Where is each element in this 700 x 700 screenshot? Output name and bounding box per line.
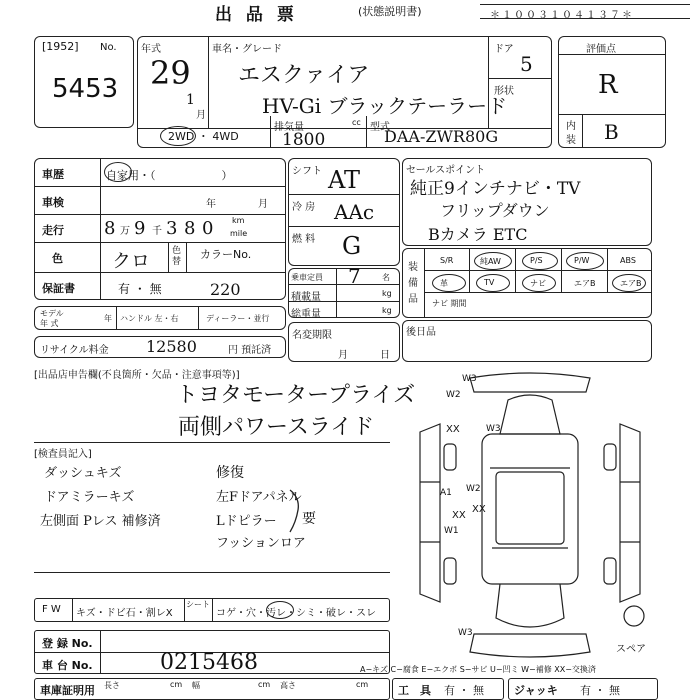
- month-value: 1: [186, 92, 195, 108]
- handle-label: ハンドル 左・右: [120, 314, 179, 323]
- shift-value: AT: [328, 166, 361, 194]
- aircon-value: AAc: [334, 200, 375, 224]
- mileage-unit-km: km: [232, 216, 245, 225]
- inspector-bracket-note: 要: [302, 511, 316, 527]
- equip-genuine-aw: 純AW: [480, 257, 501, 266]
- damage-key-legend: A−キズ C−腐食 E−エクボ S−サビ U−凹ミ W−補修 XX−交換済: [360, 665, 596, 674]
- mileage-unit-mile: mile: [230, 229, 248, 238]
- garage-cert-width: 幅: [192, 681, 200, 690]
- form-subtitle: (状態説明書): [358, 5, 422, 18]
- tools-choice: 有 ・ 無: [444, 684, 484, 697]
- sales-point-1: 純正9インチナビ・TV: [410, 179, 581, 199]
- capacity-label: 乗車定員: [291, 273, 323, 282]
- fw-label: F W: [42, 604, 61, 615]
- damage-mark-w3-roof: W3: [486, 424, 501, 434]
- inspector-left-2: ドアミラーキズ: [44, 490, 135, 505]
- reg-no-label: 登 録 No.: [42, 637, 93, 650]
- seat-items: コゲ・穴・汚レ・シミ・破レ・スレ: [216, 608, 376, 619]
- name-change-label: 名変期限: [292, 330, 332, 341]
- shape-label: 形状: [494, 86, 514, 97]
- model-code-value: DAA-ZWR80G: [384, 127, 499, 146]
- damage-mark-xx-3: XX: [472, 504, 486, 515]
- damage-mark-a1: A1: [440, 488, 452, 498]
- warranty-label: 保証書: [42, 282, 75, 295]
- mileage-digit-2: 9: [134, 218, 146, 239]
- recycle-label: リサイクル料金: [40, 345, 109, 356]
- interior-label-2: 装: [566, 135, 576, 146]
- sales-point-2: フリップダウン: [440, 201, 550, 220]
- inspector-label: [検査員記入]: [34, 449, 92, 460]
- damage-mark-w3-bottom: W3: [458, 628, 473, 638]
- equip-tv: TV: [484, 278, 495, 287]
- model-label-1: モデル: [40, 309, 64, 318]
- nenshiki-label: 年式: [141, 44, 161, 55]
- mileage-man: 万: [120, 226, 130, 237]
- equip-ps: P/S: [530, 256, 543, 265]
- recycle-value: 12580: [146, 337, 197, 356]
- recycle-unit: 円 預託済: [228, 345, 272, 356]
- inspector-right-2: 左Fドアパネル: [216, 490, 302, 505]
- model-label-2: 年 式: [40, 319, 59, 328]
- damage-mark-w2-front: W2: [446, 390, 461, 400]
- damage-mark-xx-2: XX: [452, 510, 466, 521]
- lot-year-tag: [1952]: [42, 40, 79, 53]
- gross-unit: kg: [382, 306, 392, 315]
- equip-mark-2: [522, 252, 558, 270]
- inspection-year: 年: [206, 199, 216, 210]
- month-unit: 月: [196, 110, 206, 121]
- equip-airbag-2: エアB: [620, 279, 642, 288]
- garage-cert-label: 車庫証明用: [40, 684, 95, 697]
- garage-cert-height: 高さ: [280, 681, 296, 690]
- history-text: 自家用・（ ）: [106, 169, 233, 182]
- mileage-digit-5: 0: [202, 218, 214, 239]
- door-value: 5: [520, 52, 533, 76]
- later-items-box: [402, 320, 652, 362]
- equip-leather: 革: [440, 279, 448, 288]
- door-label: ドア: [494, 44, 514, 55]
- name-change-day: 日: [380, 350, 390, 361]
- declaration-line-1: トヨタモータープライズ: [176, 383, 416, 408]
- aircon-label: 冷 房: [292, 202, 316, 213]
- sales-points-label: セールスポイント: [406, 165, 486, 176]
- damage-mark-w3-top: W3: [462, 374, 477, 384]
- evaluation-label: 評価点: [586, 44, 616, 55]
- name-change-month: 月: [338, 350, 348, 361]
- equip-airbag: エアB: [574, 279, 596, 288]
- displacement-label: 排気量: [274, 122, 304, 133]
- mileage-digit-1: 8: [104, 218, 116, 239]
- form-title: 出 品 票: [215, 5, 298, 25]
- mileage-digit-4: 8: [184, 218, 196, 239]
- shift-label: シフト: [292, 166, 322, 177]
- equip-mark-7: [612, 274, 646, 292]
- interior-label-1: 内: [566, 121, 576, 132]
- equip-mark-1: [474, 252, 512, 270]
- equip-mark-6: [522, 274, 556, 292]
- mileage-digit-3: 3: [166, 218, 178, 239]
- warranty-choice: 有 ・ 無: [118, 282, 162, 296]
- lot-no-label: No.: [100, 42, 117, 53]
- garage-cert-unit-1: cm: [170, 680, 183, 689]
- private-use-circle: [104, 162, 132, 182]
- car-name-value: エスクァイア: [238, 63, 370, 88]
- capacity-value: 7: [348, 264, 361, 288]
- color-value: クロ: [112, 250, 151, 272]
- chassis-no-value: 0215468: [160, 650, 258, 675]
- car-damage-diagram: [400, 372, 662, 664]
- car-grade-value: HV-Gi ブラックテーラード: [262, 94, 508, 118]
- fuel-value: G: [342, 232, 362, 260]
- drive-circle-mark: [160, 126, 196, 146]
- color-no-value: 220: [210, 280, 241, 299]
- equip-navi: ナビ: [530, 279, 546, 288]
- damage-mark-w1: W1: [444, 526, 459, 536]
- serial-number: ＊１００３１０４１３７＊: [490, 10, 634, 21]
- sales-point-3: Bカメラ ETC: [428, 225, 528, 244]
- spare-label: スペア: [616, 644, 646, 655]
- chassis-no-label: 車 台 No.: [42, 659, 93, 672]
- mileage-sen: 千: [152, 226, 162, 237]
- gross-label: 総重量: [291, 309, 321, 320]
- equipment-label-1: 装: [408, 262, 418, 273]
- inspector-right-1: 修復: [216, 465, 244, 481]
- declaration-label: [出品店申告欄(不良箇所・欠品・注意事項等)]: [34, 370, 240, 381]
- load-label: 積載量: [291, 292, 321, 303]
- model-year-suffix: 年: [104, 314, 112, 323]
- mileage-label: 走行: [42, 224, 64, 237]
- capacity-unit: 名: [382, 273, 390, 282]
- inspector-bracket: [288, 488, 304, 534]
- inspection-label: 車検: [42, 196, 64, 209]
- equipment-label-2: 備: [408, 278, 418, 289]
- equip-mark-3: [566, 252, 604, 270]
- equip-abs: ABS: [620, 256, 636, 265]
- later-items-label: 後日品: [406, 327, 436, 338]
- inspector-right-3: Lドピラー: [216, 514, 277, 529]
- jack-choice: 有 ・ 無: [580, 684, 620, 697]
- inspector-left-3: 左側面 Pレス 補修済: [40, 514, 161, 529]
- displacement-unit: cc: [352, 118, 361, 127]
- interior-score: B: [604, 120, 619, 144]
- fuel-label: 燃 料: [292, 234, 316, 245]
- jack-label: ジャッキ: [514, 684, 558, 697]
- equip-pw: P/W: [574, 256, 590, 265]
- inspector-right-4: フッションロア: [216, 536, 306, 551]
- load-unit: kg: [382, 289, 392, 298]
- seat-label: シート: [186, 600, 210, 609]
- equip-mark-5: [476, 274, 510, 292]
- inspector-left-1: ダッシュキズ: [44, 466, 122, 481]
- seat-mark-circle: [266, 601, 294, 619]
- garage-cert-unit-2: cm: [258, 680, 271, 689]
- tools-label: 工 具: [398, 684, 431, 697]
- equip-mark-4: [432, 274, 466, 292]
- equip-sr: S/R: [440, 256, 454, 265]
- color-no-label: カラーNo.: [200, 248, 252, 261]
- fw-items: キズ・ドビ石・割レX: [76, 608, 173, 619]
- color-change: 色 替: [172, 246, 182, 267]
- drive-type: 2WD ・ 4WD: [168, 130, 239, 143]
- dealer-label: ディーラー・並行: [206, 314, 270, 323]
- evaluation-score: R: [598, 70, 618, 100]
- declaration-line-2: 両側パワースライド: [178, 415, 375, 440]
- model-code-label: 型式: [370, 122, 390, 133]
- damage-mark-xx-1: XX: [446, 424, 460, 435]
- damage-mark-w2: W2: [466, 484, 481, 494]
- history-label: 車歴: [42, 168, 64, 181]
- equipment-label-3: 品: [408, 294, 418, 305]
- color-label: 色: [52, 252, 63, 265]
- displacement-value: 1800: [282, 130, 326, 150]
- garage-cert-unit-3: cm: [356, 680, 369, 689]
- equip-navi-period: ナビ 期間: [432, 299, 467, 308]
- inspection-month: 月: [258, 199, 268, 210]
- year-value: 29: [150, 54, 191, 92]
- garage-cert-length: 長さ: [104, 681, 120, 690]
- lot-number: 5453: [52, 74, 119, 104]
- car-name-label: 車名・グレード: [212, 44, 282, 55]
